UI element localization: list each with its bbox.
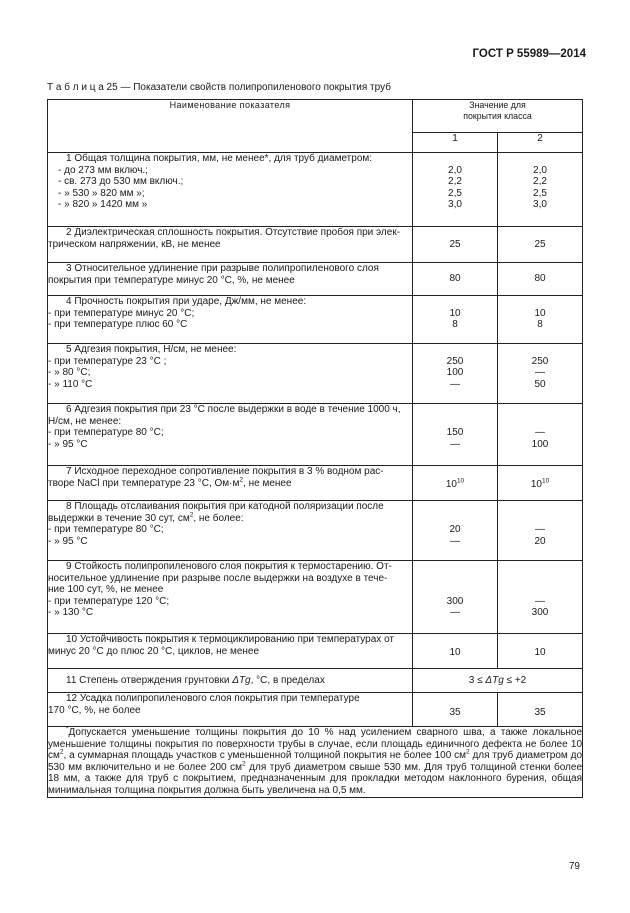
row-10-class-2: 10: [498, 634, 583, 669]
row-7-class-2: $10^{10}$: [498, 466, 583, 501]
row-9-name: 9 Стойкость полипропиленового слоя покрытия к термостарению. От- носительное удлинение при разрыве после выдержки на воздухе в тече- ние 100 сут, %, не менее - при температуре 120 °С; - » 130 °С: [48, 561, 413, 634]
row-5-class-1: 250 100 —: [413, 344, 498, 404]
row-3-class-1: 80: [413, 263, 498, 296]
row-7-class-1: $10^{10}$: [413, 466, 498, 501]
footnote-row: [48, 727, 583, 798]
col-value-header: Значение для покрытия класса: [413, 100, 583, 133]
table-header-row: [48, 100, 583, 133]
row-4-class-1: 10 8: [413, 296, 498, 344]
row-12-name: 12 Усадка полипропиленового слоя покрытия при температуре 170 °С, %, не более: [48, 693, 413, 727]
row-11-name: 11 Степень отверждения грунтовки ΔTg, °С, в пределах: [48, 669, 413, 693]
row-5-name: 5 Адгезия покрытия, Н/см, не менее: - при температуре 23 °С ; - » 80 °С; - » 110 °С: [48, 344, 413, 404]
row-12-class-2: 35: [498, 693, 583, 727]
standard-number: ГОСТ Р 55989—2014: [472, 48, 586, 60]
class-1-header: 1: [413, 133, 498, 153]
table-row: [48, 227, 583, 263]
row-4-name: 4 Прочность покрытия при ударе, Дж/мм, не менее: - при температуре минус 20 °С; - при температуре плюс 60 °С: [48, 296, 413, 344]
footnote: *Допускается уменьшение толщины покрытия до 10 % над усилением сварного шва, а также локальное уменьшение толщины покрытия по поверхности трубы в случае, если площадь единичного дефекта не более 10 $см^2$, а суммарная площадь участков с уменьшенной толщиной покрытия не более 100 $см^2$ для труб диаметром до 530 мм включительно и не более 200 $см^2$ для труб диаметром свыше 530 мм. Для труб толщиной стенки более 18 мм, а также для труб с покрытием, предназначенным для прокладки методом наклонного бурения, общая минимальная толщина покрытия должна быть увеличена на 0,5 мм.: [48, 725, 583, 796]
table-row: [48, 634, 583, 669]
row-4-class-2: 10 8: [498, 296, 583, 344]
row-6-class-1: 150 —: [413, 404, 498, 466]
class-2-header: 2: [498, 133, 583, 153]
table-row: [48, 561, 583, 634]
table-row: [48, 466, 583, 501]
row-8-class-2: — 20: [498, 501, 583, 561]
table-row: [48, 296, 583, 344]
table-row: [48, 669, 583, 693]
table-row: [48, 263, 583, 296]
row-5-class-2: 250 — 50: [498, 344, 583, 404]
row-6-class-2: — 100: [498, 404, 583, 466]
row-1-class-1: 2,0 2,2 2,5 3,0: [413, 153, 498, 227]
row-8-class-1: 20 —: [413, 501, 498, 561]
row-9-class-2: — 300: [498, 561, 583, 634]
table-row: [48, 344, 583, 404]
row-3-name: 3 Относительное удлинение при разрыве полипропиленового слоя покрытия при температуре минус 20 °С, %, не менее: [48, 263, 413, 296]
table-caption: Т а б л и ц а 25 — Показатели свойств полипропиленового покрытия труб: [47, 82, 391, 93]
table-row: [48, 693, 583, 727]
row-8-name: 8 Площадь отслаивания покрытия при катодной поляризации после выдержки в течение 30 сут, $см^2$, не более: - при температуре 80 °С; - » 95 °С: [48, 501, 413, 561]
table-row: [48, 404, 583, 466]
row-1-class-2: 2,0 2,2 2,5 3,0: [498, 153, 583, 227]
row-10-name: 10 Устойчивость покрытия к термоциклированию при температурах от минус 20 °С до плюс 20 °С, циклов, не менее: [48, 634, 413, 669]
row-10-class-1: 10: [413, 634, 498, 669]
row-12-class-1: 35: [413, 693, 498, 727]
col-name-header: Наименование показателя: [48, 100, 413, 153]
row-6-name: 6 Адгезия покрытия при 23 °С после выдержки в воде в течение 1000 ч, Н/см, не менее: - при температуре 80 °С; - » 95 °С: [48, 404, 413, 466]
table-row: [48, 501, 583, 561]
row-2-class-1: 25: [413, 227, 498, 263]
row-2-class-2: 25: [498, 227, 583, 263]
table-row: [48, 153, 583, 227]
properties-table: [47, 99, 583, 798]
row-1-name: 1 Общая толщина покрытия, мм, не менее*, для труб диаметром: - до 273 мм включ.; - св. 273 до 530 мм включ.; - » 530 » 820 мм »; - » 820 » 1420 мм »: [48, 153, 413, 227]
page-number: 79: [568, 861, 580, 872]
row-7-name: 7 Исходное переходное сопротивление покрытия в 3 % водном рас- творе NaCl при температуре 23 °С, $Ом\cdot м^2$, не менее: [48, 466, 413, 501]
row-3-class-2: 80: [498, 263, 583, 296]
row-9-class-1: 300 —: [413, 561, 498, 634]
row-2-name: 2 Диэлектрическая сплошность покрытия. Отсутствие пробоя при элек- трическом напряжении, кВ, не менее: [48, 227, 413, 263]
row-11-merged-value: 3 ≤ ΔTg ≤ +2: [413, 669, 583, 693]
